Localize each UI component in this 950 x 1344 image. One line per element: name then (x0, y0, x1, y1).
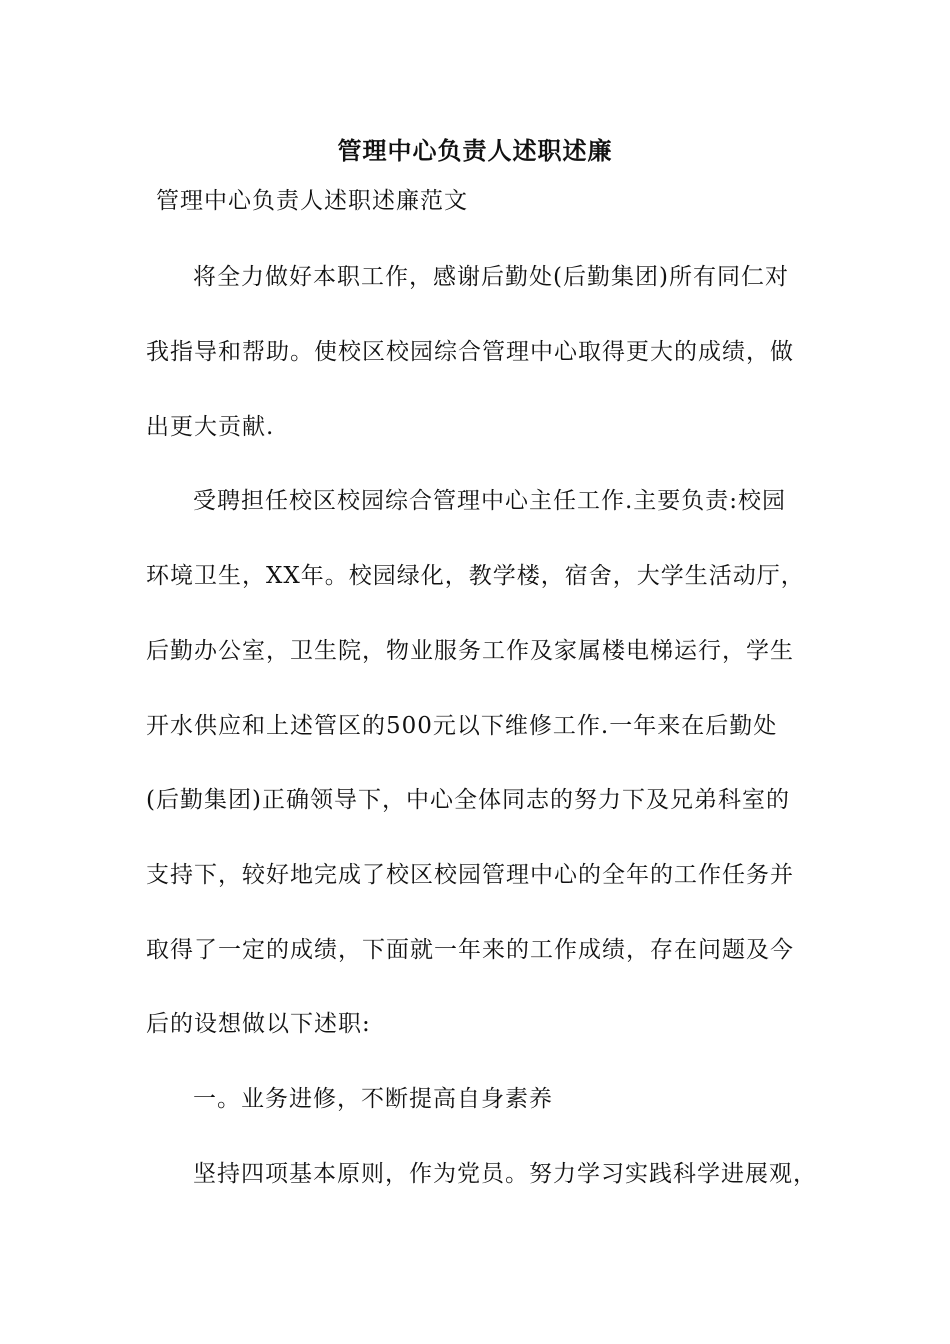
paragraph-line: 支持下，较好地完成了校区校园管理中心的全年的工作任务并 (146, 862, 794, 888)
section-heading: 一。业务进修，不断提高自身素养 (193, 1086, 553, 1112)
document-title: 管理中心负责人述职述廉 (337, 136, 613, 165)
document-subtitle: 管理中心负责人述职述廉范文 (156, 188, 468, 214)
paragraph-line: 后勤办公室，卫生院，物业服务工作及家属楼电梯运行，学生 (146, 638, 794, 664)
paragraph-line: 环境卫生，XX年。校园绿化，教学楼，宿舍，大学生活动厅， (146, 563, 805, 589)
paragraph-line: 将全力做好本职工作，感谢后勤处(后勤集团)所有同仁对 (193, 264, 789, 290)
paragraph-line: 开水供应和上述管区的500元以下维修工作.一年来在后勤处 (146, 713, 778, 739)
paragraph-line: 我指导和帮助。使校区校园综合管理中心取得更大的成绩，做 (146, 339, 794, 365)
paragraph-line: 受聘担任校区校园综合管理中心主任工作.主要负责:校园 (193, 488, 787, 514)
paragraph-line: 出更大贡献. (146, 414, 275, 440)
paragraph-line: 后的设想做以下述职: (146, 1011, 371, 1037)
paragraph-line: 坚持四项基本原则，作为党员。努力学习实践科学进展观， (193, 1161, 817, 1187)
paragraph-line: 取得了一定的成绩，下面就一年来的工作成绩，存在问题及今 (146, 937, 794, 963)
paragraph-line: (后勤集团)正确领导下，中心全体同志的努力下及兄弟科室的 (146, 787, 790, 813)
